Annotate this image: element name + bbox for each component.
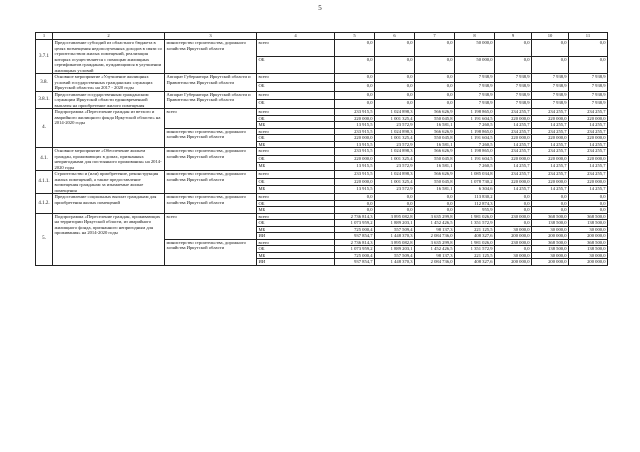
amount-cell: 7 260,5 [455, 141, 495, 148]
amount-cell: 200 000,0 [495, 233, 532, 240]
item-code: 3.8. [36, 74, 53, 92]
amount-cell: 30 000,0 [569, 252, 608, 259]
amount-cell: 1 001 325,4 [375, 135, 415, 142]
amount-cell: 220 000,0 [532, 178, 569, 186]
amount-cell: 16 581,1 [415, 122, 455, 129]
amount-cell: 0,0 [495, 194, 532, 201]
amount-cell: 0,0 [375, 194, 415, 201]
item-name: Подпрограмма «Переселение граждан, проживающих на территории Иркутской области, из аварийного жилищного фонда, признанного непригодным для проживания» на 2014-2020 годы [53, 213, 165, 265]
amount-cell: 566 626,9 [415, 171, 455, 179]
amount-cell: 7 938,9 [455, 100, 495, 109]
amount-cell: 220 000,0 [569, 155, 608, 163]
funding-source: МБ [257, 122, 335, 129]
amount-cell: 233 915,5 [335, 148, 375, 156]
amount-cell: 220 000,0 [335, 115, 375, 122]
funding-source: ОБ [257, 200, 335, 207]
amount-cell: 0,0 [495, 246, 532, 253]
amount-cell: 0,0 [335, 91, 375, 100]
amount-cell: 7 938,9 [495, 100, 532, 109]
amount-cell: 1 981 026,0 [455, 239, 495, 246]
amount-cell: 0,0 [495, 57, 532, 74]
amount-cell: 234 255,7 [532, 148, 569, 156]
header-cell: 11 [569, 33, 608, 40]
amount-cell: 1 073 959,2 [335, 220, 375, 227]
item-code: 3.8.1. [36, 91, 53, 109]
amount-cell: 13 915,5 [335, 163, 375, 171]
executor: министерство строительства, дорожного хозяйства Иркутской области [165, 239, 257, 265]
amount-cell: 0,0 [335, 82, 375, 91]
funding-source: МБ [257, 186, 335, 194]
amount-cell: 234 255,7 [495, 148, 532, 156]
amount-cell: 138 500,0 [569, 246, 608, 253]
amount-cell: 0,0 [335, 194, 375, 201]
amount-cell: 1 889 203,1 [375, 246, 415, 253]
amount-cell: 1 889 203,1 [375, 220, 415, 227]
amount-cell: 0,0 [415, 194, 455, 201]
amount-cell: 7 938,9 [532, 74, 569, 83]
amount-cell: 23 572,9 [375, 122, 415, 129]
funding-source: ОБ [257, 115, 335, 122]
amount-cell: 0,0 [569, 40, 608, 57]
amount-cell: 368 500,0 [532, 213, 569, 220]
amount-cell: 0,0 [532, 194, 569, 201]
amount-cell: 98 137,3 [415, 226, 455, 233]
amount-cell: 3 895 082,8 [375, 213, 415, 220]
amount-cell: 1 981 026,0 [455, 213, 495, 220]
funding-source: ОБ [257, 178, 335, 186]
funding-source: ИИ [257, 233, 335, 240]
amount-cell: 138 500,0 [532, 220, 569, 227]
item-name: Основное мероприятие «Улучшение жилищных условий государственных гражданских служащих Иркутской области» на 2017 - 2020 годы [53, 74, 165, 92]
amount-cell: 98 137,3 [415, 252, 455, 259]
amount-cell: 234 255,7 [532, 171, 569, 179]
amount-cell: 113 830,2 [455, 194, 495, 201]
header-cell: 6 [375, 33, 415, 40]
amount-cell: 14 255,7 [569, 122, 608, 129]
amount-cell: 0,0 [415, 207, 455, 214]
funding-source: всего [257, 128, 335, 135]
amount-cell: 7 938,9 [569, 100, 608, 109]
amount-cell: 0,0 [335, 207, 375, 214]
amount-cell: 234 255,7 [569, 109, 608, 116]
amount-cell: 550 045,8 [415, 155, 455, 163]
executor: министерство строительства, дорожного хозяйства Иркутской области [165, 128, 257, 148]
amount-cell: 0,0 [569, 207, 608, 214]
amount-cell: 220 000,0 [335, 178, 375, 186]
amount-cell: 0,0 [415, 82, 455, 91]
header-cell: 10 [532, 33, 569, 40]
amount-cell: 1 448 370,3 [375, 259, 415, 266]
amount-cell: 230 000,0 [495, 239, 532, 246]
amount-cell: 14 255,7 [495, 186, 532, 194]
amount-cell: 230 000,0 [495, 213, 532, 220]
amount-cell: 937 854,7 [335, 259, 375, 266]
amount-cell: 234 255,7 [495, 128, 532, 135]
item-name: Основное мероприятие «Обеспечение жильем граждан, проживающих в домах, признанных непригодными для постоянного проживания» на 2014-2020 годы [53, 148, 165, 171]
funding-source: ОБ [257, 155, 335, 163]
amount-cell: 0,0 [335, 40, 375, 57]
amount-cell: 220 000,0 [569, 135, 608, 142]
amount-cell: 221 125,5 [455, 252, 495, 259]
amount-cell: 220 000,0 [532, 135, 569, 142]
funding-source: всего [257, 171, 335, 179]
amount-cell: 0,0 [375, 74, 415, 83]
funding-source: всего [257, 74, 335, 83]
amount-cell: 955,9 [455, 207, 495, 214]
item-code: 4.1. [36, 148, 53, 171]
amount-cell: 0,0 [375, 57, 415, 74]
amount-cell: 233 915,5 [335, 109, 375, 116]
amount-cell: 7 938,9 [569, 74, 608, 83]
amount-cell: 2 084 736,0 [415, 259, 455, 266]
funding-source: всего [257, 40, 335, 57]
funding-source: МБ [257, 226, 335, 233]
amount-cell: 937 854,7 [335, 233, 375, 240]
executor: Аппарат Губернатора Иркутской области и Правительства Иркутской области [165, 74, 257, 92]
amount-cell: 1 191 604,5 [455, 115, 495, 122]
amount-cell: 6 304,6 [455, 186, 495, 194]
amount-cell: 23 572,9 [375, 163, 415, 171]
header-cell: 9 [495, 33, 532, 40]
amount-cell: 7 938,9 [569, 82, 608, 91]
amount-cell: 0,0 [415, 74, 455, 83]
amount-cell: 220 000,0 [495, 135, 532, 142]
executor: Аппарат Губернатора Иркутской области и Правительства Иркутской области [165, 91, 257, 109]
funding-source: ИИ [257, 259, 335, 266]
amount-cell: 1 191 604,5 [455, 155, 495, 163]
amount-cell: 7 938,9 [495, 74, 532, 83]
amount-cell: 30 000,0 [532, 252, 569, 259]
funding-source: всего [257, 213, 335, 220]
executor: министерство строительства, дорожного хозяйства Иркутской области [165, 171, 257, 194]
item-name: Строительство и (или) приобретение, реконструкция жилых помещений, а также предоставление возмещения гражданам за изымаемые жилые помещения [53, 171, 165, 194]
amount-cell: 0,0 [335, 100, 375, 109]
amount-cell: 14 255,7 [569, 141, 608, 148]
amount-cell: 1 024 898,3 [375, 148, 415, 156]
amount-cell: 7 938,9 [455, 74, 495, 83]
amount-cell: 0,0 [375, 207, 415, 214]
amount-cell: 23 572,9 [375, 141, 415, 148]
amount-cell: 0,0 [415, 200, 455, 207]
funding-source: всего [257, 109, 335, 116]
table-row [36, 148, 608, 156]
header-cell: 2 [53, 33, 165, 40]
amount-cell: 220 000,0 [495, 178, 532, 186]
amount-cell: 1 001 325,4 [375, 178, 415, 186]
funding-source: ОБ [257, 220, 335, 227]
amount-cell: 220 000,0 [335, 155, 375, 163]
item-code: 3.7.1 [36, 40, 53, 74]
funding-source: МБ [257, 207, 335, 214]
amount-cell: 233 915,5 [335, 171, 375, 179]
amount-cell: 1 073 959,2 [335, 246, 375, 253]
amount-cell: 30 000,0 [532, 226, 569, 233]
amount-cell: 13 915,5 [335, 141, 375, 148]
amount-cell: 7 260,5 [455, 163, 495, 171]
amount-cell: 14 255,7 [532, 163, 569, 171]
amount-cell: 234 255,7 [569, 148, 608, 156]
amount-cell: 23 572,9 [375, 186, 415, 194]
executor: министерство строительства, дорожного хозяйства Иркутской области [165, 40, 257, 74]
header-cell: 4 [257, 33, 335, 40]
table-row [36, 40, 608, 57]
amount-cell: 0,0 [532, 200, 569, 207]
amount-cell: 550 045,8 [415, 115, 455, 122]
executor: министерство строительства, дорожного хозяйства Иркутской области [165, 148, 257, 171]
amount-cell: 1 024 898,3 [375, 109, 415, 116]
funding-source: ОБ [257, 246, 335, 253]
amount-cell: 0,0 [335, 57, 375, 74]
amount-cell: 220 000,0 [569, 115, 608, 122]
amount-cell: 14 255,7 [532, 186, 569, 194]
amount-cell: 13 915,5 [335, 186, 375, 194]
amount-cell: 566 626,9 [415, 109, 455, 116]
item-code: 4. [36, 109, 53, 148]
funding-source: МБ [257, 163, 335, 171]
funding-source: ОБ [257, 100, 335, 109]
amount-cell: 220 000,0 [335, 135, 375, 142]
amount-cell: 14 255,7 [569, 163, 608, 171]
amount-cell: 233 915,5 [335, 128, 375, 135]
amount-cell: 1 198 865,0 [455, 148, 495, 156]
amount-cell: 0,0 [415, 40, 455, 57]
amount-cell: 408 327,6 [455, 259, 495, 266]
amount-cell: 566 626,9 [415, 148, 455, 156]
amount-cell: 7 938,9 [455, 91, 495, 100]
header-cell: 1 [36, 33, 53, 40]
funding-source: ОБ [257, 57, 335, 74]
amount-cell: 234 255,7 [569, 171, 608, 179]
amount-cell: 550 045,8 [415, 135, 455, 142]
executor: министерство строительства, дорожного хозяйства Иркутской области [165, 194, 257, 214]
amount-cell: 16 581,1 [415, 186, 455, 194]
amount-cell: 1 078 730,2 [455, 178, 495, 186]
item-name: Предоставление государственным гражданским служащим Иркутской области единовременной выплаты на приобретение жилого помещения [53, 91, 165, 109]
amount-cell: 0,0 [569, 194, 608, 201]
amount-cell: 550 045,8 [415, 178, 455, 186]
amount-cell: 7 938,9 [495, 82, 532, 91]
amount-cell: 1 198 865,0 [455, 128, 495, 135]
amount-cell: 220 000,0 [532, 115, 569, 122]
amount-cell: 200 000,0 [532, 233, 569, 240]
amount-cell: 0,0 [415, 91, 455, 100]
amount-cell: 3 635 299,8 [415, 239, 455, 246]
amount-cell: 0,0 [415, 100, 455, 109]
amount-cell: 220 000,0 [495, 155, 532, 163]
amount-cell: 112 874,3 [455, 200, 495, 207]
amount-cell: 234 255,7 [495, 171, 532, 179]
amount-cell: 368 500,0 [532, 239, 569, 246]
amount-cell: 408 327,6 [455, 233, 495, 240]
header-cell: 5 [335, 33, 375, 40]
amount-cell: 234 255,7 [532, 109, 569, 116]
amount-cell: 16 581,1 [415, 141, 455, 148]
amount-cell: 200 000,0 [532, 259, 569, 266]
budget-table [35, 32, 608, 266]
amount-cell: 234 255,7 [569, 128, 608, 135]
amount-cell: 725 000,4 [335, 252, 375, 259]
amount-cell: 200 000,0 [569, 259, 608, 266]
amount-cell: 1 024 898,3 [375, 128, 415, 135]
amount-cell: 0,0 [532, 40, 569, 57]
amount-cell: 0,0 [375, 200, 415, 207]
amount-cell: 138 500,0 [569, 220, 608, 227]
funding-source: всего [257, 148, 335, 156]
amount-cell: 30 000,0 [495, 226, 532, 233]
amount-cell: 1 452 426,5 [415, 246, 455, 253]
amount-cell: 0,0 [495, 40, 532, 57]
funding-source: ОБ [257, 82, 335, 91]
item-code: 4.1.1. [36, 171, 53, 194]
amount-cell: 234 255,7 [532, 128, 569, 135]
amount-cell: 220 000,0 [532, 155, 569, 163]
funding-source: всего [257, 91, 335, 100]
amount-cell: 16 581,1 [415, 163, 455, 171]
amount-cell: 0,0 [532, 57, 569, 74]
executor: всего [165, 109, 257, 129]
amount-cell: 14 255,7 [569, 186, 608, 194]
amount-cell: 1 452 426,5 [415, 220, 455, 227]
header-cell: 3 [165, 33, 257, 40]
amount-cell: 220 000,0 [495, 115, 532, 122]
funding-source: МБ [257, 141, 335, 148]
amount-cell: 1 198 865,0 [455, 109, 495, 116]
executor: всего [165, 213, 257, 239]
amount-cell: 234 255,7 [495, 109, 532, 116]
amount-cell: 200 000,0 [569, 233, 608, 240]
header-cell: 7 [415, 33, 455, 40]
amount-cell: 3 895 082,8 [375, 239, 415, 246]
amount-cell: 2 084 736,0 [415, 233, 455, 240]
amount-cell: 1 001 325,4 [375, 115, 415, 122]
header-cell: 8 [455, 33, 495, 40]
amount-cell: 557 509,4 [375, 226, 415, 233]
amount-cell: 14 255,7 [532, 141, 569, 148]
page-number: 5 [318, 4, 322, 12]
amount-cell: 0,0 [495, 220, 532, 227]
amount-cell: 1 001 325,4 [375, 155, 415, 163]
amount-cell: 30 000,0 [569, 226, 608, 233]
amount-cell: 0,0 [375, 40, 415, 57]
amount-cell: 0,0 [375, 82, 415, 91]
amount-cell: 14 255,7 [495, 122, 532, 129]
amount-cell: 566 626,9 [415, 128, 455, 135]
amount-cell: 138 500,0 [532, 246, 569, 253]
amount-cell: 221 125,5 [455, 226, 495, 233]
amount-cell: 7 260,5 [455, 122, 495, 129]
amount-cell: 14 255,7 [495, 141, 532, 148]
amount-cell: 0,0 [375, 100, 415, 109]
amount-cell: 557 509,4 [375, 252, 415, 259]
amount-cell: 3 635 299,8 [415, 213, 455, 220]
amount-cell: 50 000,0 [455, 57, 495, 74]
amount-cell: 0,0 [532, 207, 569, 214]
amount-cell: 14 255,7 [532, 122, 569, 129]
amount-cell: 0,0 [415, 57, 455, 74]
amount-cell: 14 255,7 [495, 163, 532, 171]
item-name: Предоставление субсидий из областного бюджета в целях возмещения недополученных доходов в связи со строительством жилых помещений, реализация которых осуществляется с помощью жилищных сертификатов гражданам, пуждающимся в улучшении жилищных условий [53, 40, 165, 74]
amount-cell: 7 938,9 [532, 91, 569, 100]
amount-cell: 2 736 814,3 [335, 213, 375, 220]
amount-cell: 0,0 [495, 207, 532, 214]
amount-cell: 0,0 [569, 200, 608, 207]
amount-cell: 1 351 572,9 [455, 220, 495, 227]
amount-cell: 1 351 572,9 [455, 246, 495, 253]
item-name: Предоставление социальных выплат гражданам для приобретения жилых помещений [53, 194, 165, 214]
amount-cell: 1 191 604,5 [455, 135, 495, 142]
amount-cell: 30 000,0 [495, 252, 532, 259]
header-row [36, 33, 608, 40]
amount-cell: 1 085 034,8 [455, 171, 495, 179]
amount-cell: 0,0 [495, 200, 532, 207]
amount-cell: 7 938,9 [532, 82, 569, 91]
amount-cell: 1 448 370,3 [375, 233, 415, 240]
amount-cell: 2 736 814,3 [335, 239, 375, 246]
amount-cell: 220 000,0 [569, 178, 608, 186]
amount-cell: 368 500,0 [569, 213, 608, 220]
amount-cell: 368 500,0 [569, 239, 608, 246]
amount-cell: 13 915,5 [335, 122, 375, 129]
item-name: Подпрограмма «Переселение граждан из ветхого и аварийного жилищного фонда Иркутской области» на 2014-2020 годы [53, 109, 165, 148]
amount-cell: 200 000,0 [495, 259, 532, 266]
table-row [36, 171, 608, 179]
amount-cell: 0,0 [375, 91, 415, 100]
amount-cell: 0,0 [335, 74, 375, 83]
funding-source: всего [257, 194, 335, 201]
funding-source: ОБ [257, 135, 335, 142]
amount-cell: 725 000,4 [335, 226, 375, 233]
item-code: 4.1.2. [36, 194, 53, 214]
amount-cell: 0,0 [335, 200, 375, 207]
amount-cell: 7 938,9 [495, 91, 532, 100]
amount-cell: 1 024 898,3 [375, 171, 415, 179]
amount-cell: 0,0 [569, 57, 608, 74]
amount-cell: 7 938,9 [455, 82, 495, 91]
item-code: 5. [36, 213, 53, 265]
table-row [36, 74, 608, 83]
table-row [36, 91, 608, 100]
amount-cell: 50 000,0 [455, 40, 495, 57]
amount-cell: 7 938,9 [569, 91, 608, 100]
amount-cell: 7 938,9 [532, 100, 569, 109]
funding-source: всего [257, 239, 335, 246]
funding-source: МБ [257, 252, 335, 259]
